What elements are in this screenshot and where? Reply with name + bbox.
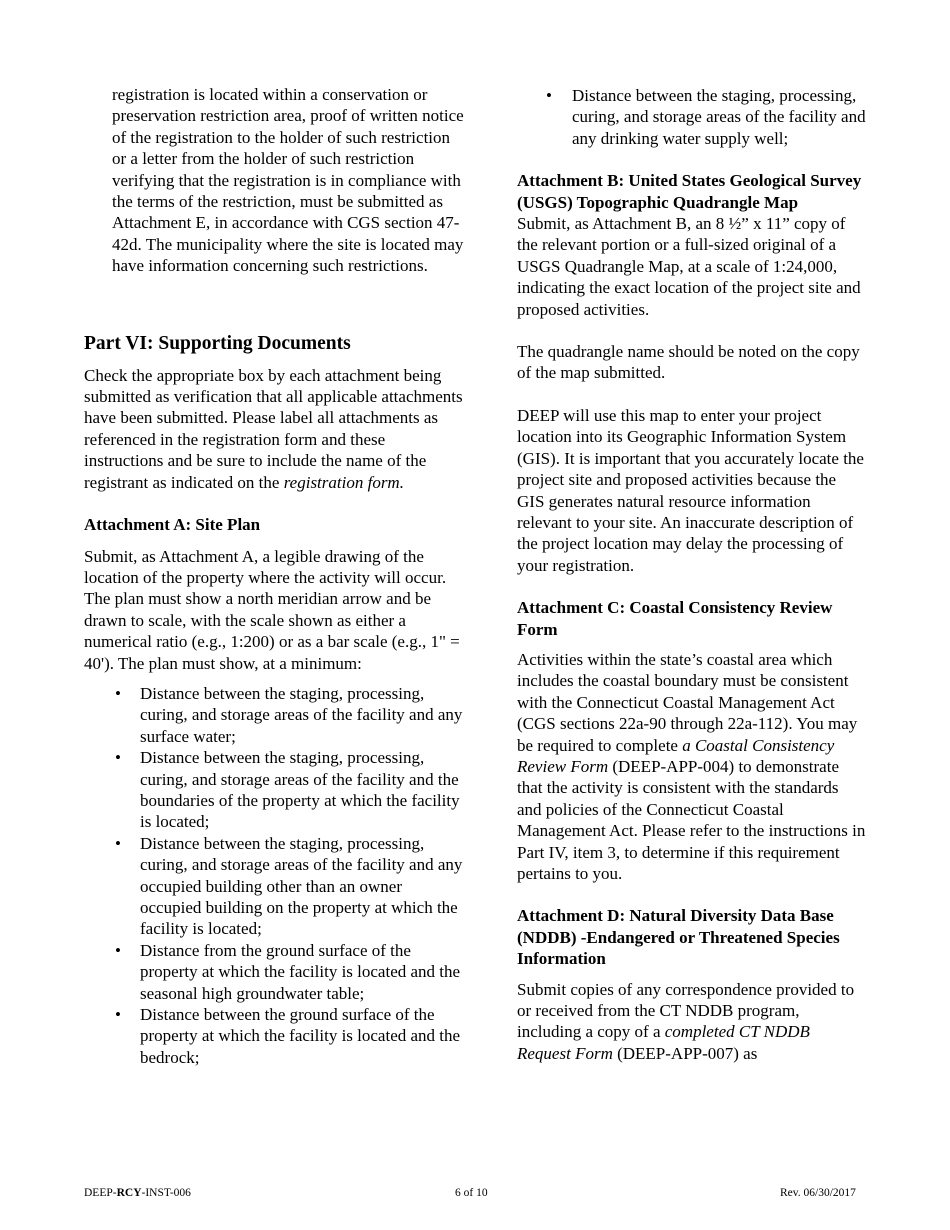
attachment-b-heading: Attachment B: United States Geological Survey (USGS) Topographic Quadrangle Map: [517, 171, 862, 212]
list-item: • Distance from the ground surface of the property at which the facility is located and the seasonal high groundwater table;: [84, 940, 466, 1004]
list-item: • Distance between the staging, processing, curing, and storage areas of the facility and any drinking water supply well;: [517, 85, 867, 149]
attachment-d-text: [517, 979, 867, 1065]
doc-id-prefix: DEEP-: [84, 1187, 117, 1199]
drinking-water-bullet-list: [517, 85, 867, 149]
attachment-a-text: Submit, as Attachment A, a legible drawing of the location of the property where the activity will occur. The plan must show a north meridian arrow and be drawn to scale, with the scale shown as either a numerical ratio (e.g., 1:200) or as a bar scale (e.g., 1" = 40'). The plan must show, at a minimum:: [84, 546, 460, 673]
right-column: [517, 85, 867, 1064]
attachment-b-text-2: The quadrangle name should be noted on the copy of the map submitted.: [517, 342, 860, 383]
part-vi-intro-italic: registration form.: [283, 472, 404, 492]
conservation-restriction-paragraph: registration is located within a conservation or preservation restriction area, proof of written notice of the registration to the holder of such restriction or a letter from the holder of such restriction verifying that the registration is in compliance with the terms of the restriction, must be submitted as Attachment E, in accordance with CGS section 47-42d. The municipality where the site is located may have information concerning such restrictions.: [112, 85, 464, 276]
left-column: [84, 84, 466, 1068]
attachment-c-text-b: (DEEP-APP-004) to demonstrate that the activity is consistent with the standards and policies of the Connecticut Coastal Management Act. Please refer to the instructions in Part IV, item 3, to determine if this requirement pertains to you.: [517, 756, 866, 883]
list-item: • Distance between the staging, processing, curing, and storage areas of the facility and any surface water;: [84, 683, 466, 747]
nddb-form-italic: completed CT NDDB Request Form: [517, 1022, 810, 1063]
attachment-c-text-a: Activities within the state’s coastal area which includes the coastal boundary must be consistent with the Connecticut Coastal Management Act (CGS sections 22a-90 through 22a-112). You may be required to complete: [517, 649, 858, 755]
list-item: • Distance between the ground surface of the property at which the facility is located and the bedrock;: [84, 1004, 466, 1068]
site-plan-bullet-list: [84, 683, 466, 1068]
footer-page-number: 6 of 10: [455, 1187, 488, 1199]
attachment-a-heading: Attachment A: Site Plan: [84, 515, 261, 535]
footer-revision: Rev. 06/30/2017: [780, 1187, 856, 1199]
attachment-b-text-3: DEEP will use this map to enter your project location into its Geographic Information System (GIS). It is important that you accurately locate the project site and proposed activities because the GIS generates natural resource information relevant to your site. An inaccurate description of the project location may delay the processing of your registration.: [517, 405, 864, 575]
part-vi-intro: [84, 365, 466, 493]
footer-doc-id: [84, 1186, 191, 1200]
part-vi-intro-text: Check the appropriate box by each attachment being submitted as verification that all applicable attachments have been submitted. Please label all attachments as referenced in the registration form and these instructions and be sure to include the name of the registrant as indicated on the: [84, 365, 463, 492]
attachment-d-text-b: (DEEP-APP-007) as: [617, 1043, 758, 1063]
doc-id-suffix: -INST-006: [141, 1187, 191, 1199]
doc-id-bold: RCY: [116, 1187, 142, 1199]
attachment-d-text-a: Submit copies of any correspondence provided to or received from the CT NDDB program, including a copy of a: [517, 979, 855, 1042]
attachment-c-heading: Attachment C: Coastal Consistency Review Form: [517, 598, 833, 639]
list-item: • Distance between the staging, processing, curing, and storage areas of the facility and the boundaries of the property at which the facility is located;: [84, 747, 466, 833]
attachment-b-text-1: Submit, as Attachment B, an 8 ½” x 11” copy of the relevant portion or a full-sized original of a USGS Quadrangle Map, at a scale of 1:24,000, indicating the exact location of the project site and proposed activities.: [517, 214, 861, 319]
coastal-form-italic: a Coastal Consistency Review Form: [517, 735, 835, 776]
attachment-d-heading: Attachment D: Natural Diversity Data Base (NDDB) -Endangered or Threatened Species Information: [517, 906, 840, 969]
part-vi-heading: Part VI: Supporting Documents: [84, 332, 351, 354]
attachment-c-text: [517, 649, 867, 884]
list-item: • Distance between the staging, processing, curing, and storage areas of the facility and any occupied building other than an owner occupied building on the property at which the facility is located;: [84, 833, 466, 940]
